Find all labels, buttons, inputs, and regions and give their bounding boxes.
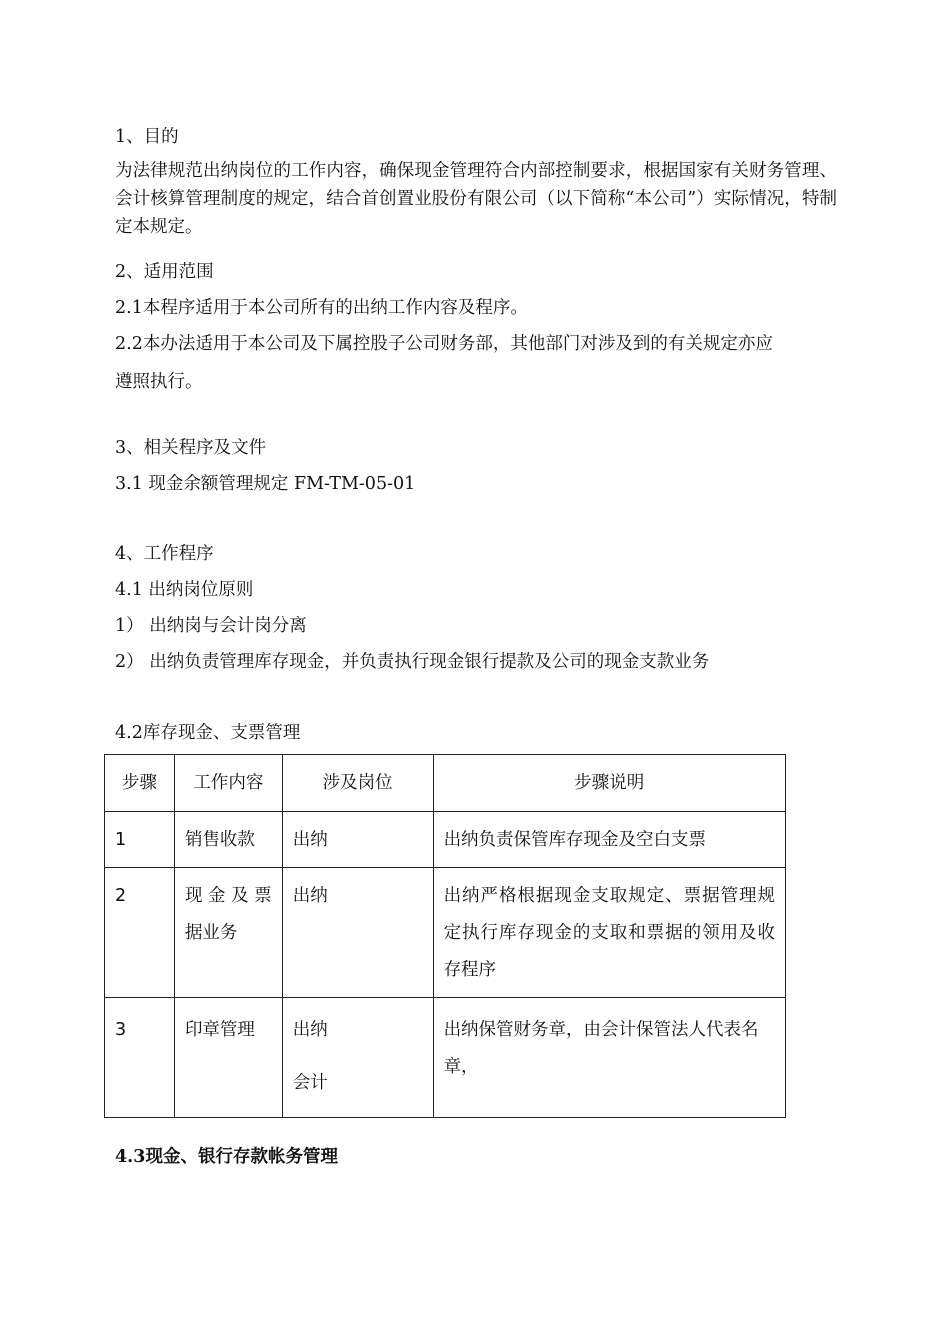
section-3-1: 3.1 现金余额管理规定 FM-TM-05-01 [115,474,416,494]
step-desc: 出纳严格根据现金支取规定、票据管理规定执行库存现金的支取和票据的领用及收存程序 [433,868,785,998]
section-2-2-line2: 遵照执行。 [115,372,203,392]
post: 出纳 会计 [282,998,433,1118]
table-row [105,998,786,1118]
header-desc: 步骤说明 [433,755,785,812]
work-content: 印章管理 [174,998,282,1118]
section-4-1: 4.1 出纳岗位原则 [115,580,254,600]
header-post: 涉及岗位 [282,755,433,812]
section-2-2-line1: 2.2本办法适用于本公司及下属控股子公司财务部，其他部门对涉及到的有关规定亦应 [115,334,773,354]
table-row [105,868,786,998]
table-row [105,812,786,868]
section-4-heading: 4、工作程序 [115,544,214,564]
section-4-2: 4.2库存现金、支票管理 [115,723,301,743]
step-number: 3 [105,998,175,1118]
section-3-heading: 3、相关程序及文件 [115,438,267,458]
step-number: 1 [105,812,175,868]
post: 出纳 [282,812,433,868]
section-4-1-item-1: 1） 出纳岗与会计岗分离 [115,616,307,636]
work-content: 销售收款 [174,812,282,868]
section-4-1-item-2: 2） 出纳负责管理库存现金，并负责执行现金银行提款及公司的现金支款业务 [115,652,710,672]
section-2-heading: 2、适用范围 [115,262,214,282]
header-content: 工作内容 [174,755,282,812]
section-1-body: 为法律规范出纳岗位的工作内容，确保现金管理符合内部控制要求，根据国家有关财务管理、会计核算管理制度的规定，结合首创置业股份有限公司（以下简称“本公司”）实际情况，特制定本规定。 [115,161,837,237]
step-desc: 出纳保管财务章，由会计保管法人代表名章， [433,998,785,1118]
table-header-row [105,755,786,812]
step-number: 2 [105,868,175,998]
cash-check-table [104,754,786,1118]
step-desc: 出纳负责保管库存现金及空白支票 [433,812,785,868]
section-1-heading: 1、目的 [115,127,179,147]
work-content: 现 金 及 票 据业务 [174,868,282,998]
post: 出纳 [282,868,433,998]
section-2-1: 2.1本程序适用于本公司所有的出纳工作内容及程序。 [115,298,528,318]
section-4-3: 4.3现金、银行存款帐务管理 [115,1147,338,1167]
header-step: 步骤 [105,755,175,812]
